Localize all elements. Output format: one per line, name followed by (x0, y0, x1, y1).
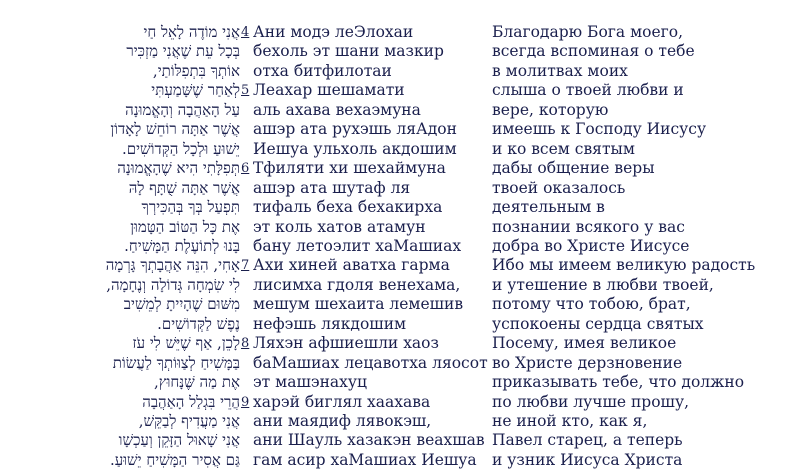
russian-line: и узник Иисуса Христа (492, 451, 683, 469)
transliteration-line: лисимха гдоля венехама, (253, 276, 461, 294)
russian-line: потому что тобою, брат, (492, 295, 691, 313)
transliteration-line: харэй биглял хаахава (253, 393, 431, 411)
hebrew-line: אֲשֶׁר אַתָּה רוֹחֵשׁ לָאָדוֹן (110, 120, 240, 138)
russian-line: не иной кто, как я, (492, 412, 648, 430)
hebrew-line: אֲנִי שָׁאוּל הַזָּקֵן וְעַכְשָׁו (118, 431, 240, 449)
transliteration-line: Ляхэн афшиешли хаоз (253, 334, 439, 352)
russian-line: по любви лучше прошу, (492, 393, 690, 411)
hebrew-line: בַּמָּשִׁיחַ לְצַוּוֹתְךָ לַעֲשׂוֹת (112, 354, 240, 372)
russian-line: приказывать тебе, что должно (492, 373, 745, 391)
hebrew-line: אָחִי, הִנֵּה אַהֲבָתְךָ גָּרְמָה (105, 256, 240, 274)
russian-line: во Христе дерзновение (492, 354, 683, 372)
verse-number: 5 (241, 83, 250, 98)
transliteration-line: Иешуа ульхоль акдошим (253, 140, 457, 158)
hebrew-line: אֲשֶׁר אַתָּה שֻׁתָּף לָהּ (128, 179, 240, 197)
hebrew-line: נֶפֶשׁ לַקְּדוֹשִׁים. (157, 315, 240, 333)
hebrew-line: תְּפִלָּתִי הִיא שֶׁהָאֱמוּנָה (117, 159, 240, 177)
transliteration-line: бану летоэлит хаМашиах (253, 237, 462, 255)
hebrew-line: לִי שִׂמְחָה גְּדוֹלָה וְנֶחָמָה, (106, 276, 240, 294)
transliteration-line: эт коль хатов атамун (253, 218, 426, 236)
transliteration-line: тифаль беха бехакирха (253, 198, 443, 216)
russian-line: вере, которую (492, 101, 609, 119)
hebrew-line: גַּם אֲסִיר הַמָּשִׁיחַ יֵשׁוּעַ. (109, 451, 240, 469)
hebrew-line: אֶת מַה שֶּׁנָּחוּץ, (153, 373, 240, 391)
transliteration-line: аль ахава вехаэмуна (253, 101, 421, 119)
russian-line: твоей оказалось (492, 179, 626, 197)
verse-number: 8 (241, 336, 250, 351)
hebrew-line: לָכֵן, אַף שֶׁיֵּשׁ לִי עֹז (132, 334, 240, 352)
transliteration-line: ани Шауль хазакэн веахшав (253, 431, 485, 449)
transliteration-line: эт машэнахуц (253, 373, 367, 391)
russian-line: дабы общение веры (492, 159, 655, 177)
russian-line: деятельным в (492, 198, 605, 216)
verse-number: 9 (241, 395, 250, 410)
transliteration-line: Ахи хиней аватха гарма (253, 256, 450, 274)
russian-line: имеешь к Господу Иисусу (492, 120, 707, 138)
transliteration-line: ани маядиф лявокэш, (253, 412, 432, 430)
hebrew-line: אֶת כָּל הַטּוֹב הַטָּמוּן (130, 218, 240, 236)
transliteration-line: баМашиах лецавотха ляосот (253, 354, 488, 372)
transliteration-line: ашэр ата шутаф ля (253, 179, 411, 197)
verse-number: 4 (241, 25, 250, 40)
transliteration-line: ашэр ата рухэшь ляАдон (253, 120, 457, 138)
hebrew-line: עַל הָאַהֲבָה וְהָאֱמוּנָה (125, 101, 240, 119)
verse-number: 6 (241, 161, 250, 176)
hebrew-line: בְּכָל עֵת שֶׁאֲנִי מַזְכִּיר (126, 42, 240, 60)
transliteration-line: Леахар шешамати (253, 81, 405, 99)
russian-line: Благодарю Бога моего, (492, 23, 684, 41)
hebrew-line: בָּנוּ לְתוֹעֶלֶת הַמָּשִׁיחַ. (124, 237, 240, 255)
hebrew-line: מִשּׁוּם שֶׁהָיִיתָ לְמֵשִׁיב (123, 295, 240, 313)
hebrew-line: אֲנִי מַעֲדִיף לְבַקֵּשׁ, (138, 412, 240, 430)
russian-line: Павел старец, а теперь (492, 431, 683, 449)
hebrew-line: אֲנִי מוֹדֶה לָאֵל חַי (143, 23, 240, 41)
verse-number: 7 (241, 258, 250, 273)
hebrew-line: לְאַחַר שֶׁשָּׁמַעְתִּי (151, 81, 240, 99)
russian-line: успокоены сердца святых (492, 315, 704, 333)
russian-line: Посему, имея великое (492, 334, 677, 352)
russian-line: в молитвах моих (492, 62, 628, 80)
hebrew-line: תִּפְעַל בְּךָ בְּהַכִּירְךָ (141, 198, 240, 216)
transliteration-line: отха битфилотаи (253, 62, 392, 80)
transliteration-line: нефэшь лякдошим (253, 315, 407, 333)
russian-line: всегда вспоминая о тебе (492, 42, 695, 60)
russian-line: познании всякого у вас (492, 218, 685, 236)
russian-line: Ибо мы имеем великую радость (492, 256, 756, 274)
hebrew-line: אוֹתְךָ בִּתְפִלּוֹתַי, (152, 62, 240, 80)
russian-line: и ко всем святым (492, 140, 635, 158)
transliteration-line: бехоль эт шани мазкир (253, 42, 444, 60)
hebrew-line: הֲרֵי בִּגְלַל הָאַהֲבָה (142, 393, 240, 411)
transliteration-line: гам асир хаМашиах Иешуа (253, 451, 477, 469)
hebrew-line: יֵשׁוּעַ וּלְכָל הַקְּדוֹשִׁים. (121, 140, 240, 158)
transliteration-line: Тфиляти хи шехаймуна (253, 159, 446, 177)
russian-line: и утешение в любви твоей, (492, 276, 714, 294)
transliteration-line: Ани модэ леЭлохаи (253, 23, 414, 41)
russian-line: слыша о твоей любви и (492, 81, 684, 99)
russian-line: добра во Христе Иисусе (492, 237, 690, 255)
transliteration-line: мешум шехаита лемешив (253, 295, 464, 313)
